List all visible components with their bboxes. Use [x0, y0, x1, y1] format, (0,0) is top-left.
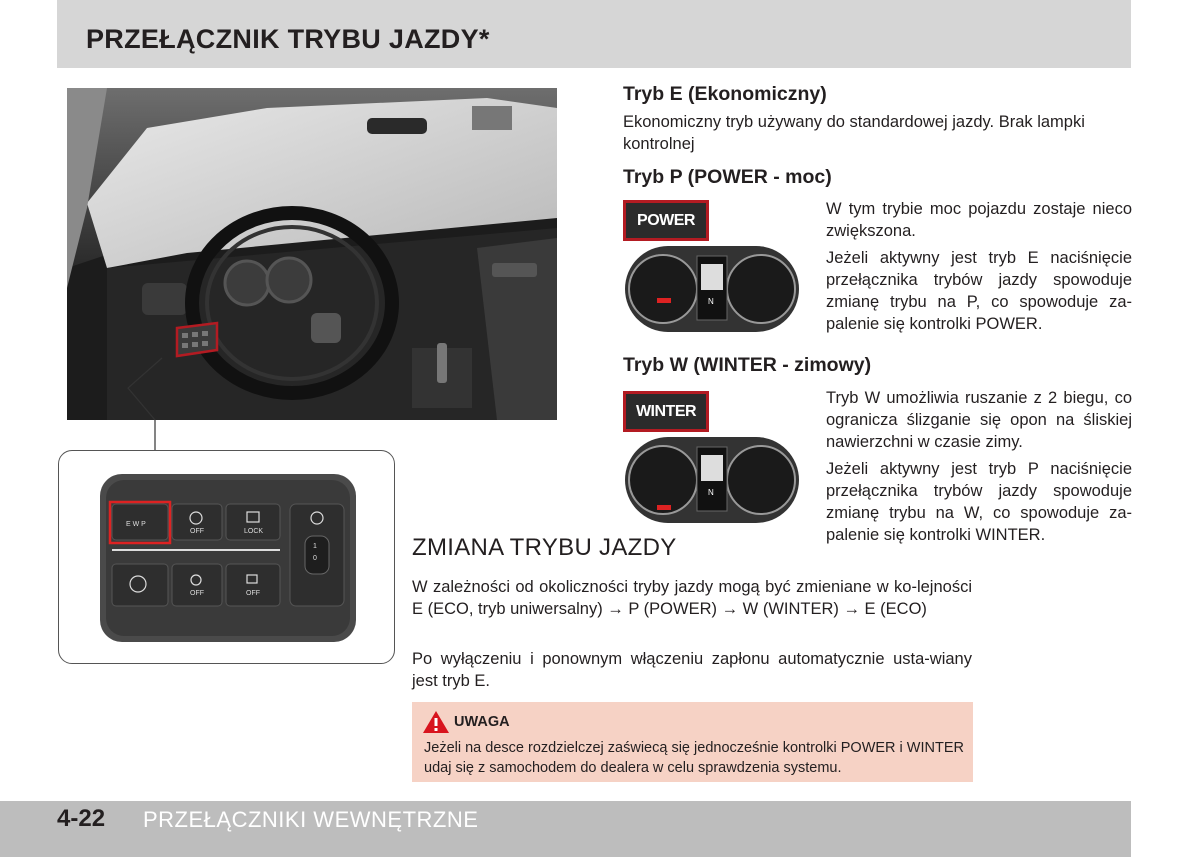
warning-text: Jeżeli na desce rozdzielczej zaświecą się jednocześnie kontrolki POWER i WINTER udaj się z samochodem do dealera w celu sprawdzenia systemu.	[424, 740, 964, 776]
power-indicator-badge	[623, 200, 709, 241]
mode-w-section	[623, 354, 1133, 377]
dimmer-knob	[305, 536, 329, 574]
car-interior-photo	[67, 88, 557, 420]
warning-box	[412, 702, 973, 782]
footer-section-name: PRZEŁĄCZNIKI WEWNĘTRZNE	[143, 807, 479, 832]
mode-p-section	[623, 166, 1133, 189]
svg-text:N: N	[708, 488, 714, 497]
mode-w-text2: Jeżeli aktywny jest tryb P naciśnięcie przełącznika trybów jazdy spowoduje zmianę trybu na W, co spowoduje za-palenie się kontrolki WINTER.	[826, 460, 1132, 544]
svg-text:1: 1	[313, 543, 317, 550]
drive-mode-switch-panel	[100, 474, 356, 642]
mode-p-text1: W tym trybie moc pojazdu zostaje nieco zwiększona.	[826, 200, 1132, 240]
winter-indicator-lamp	[657, 505, 671, 510]
page-number: 4-22	[57, 805, 106, 832]
mode-e-section	[623, 83, 1133, 155]
svg-text:N: N	[708, 297, 714, 306]
power-badge-label: POWER	[626, 203, 706, 238]
instrument-cluster-power	[625, 246, 799, 332]
change-mode-p1: W zależności od okoliczności tryby jazdy mogą być zmieniane w ko-lejności E (ECO, tryb uniwersalny) → P (POWER) → W (WINTER) → E (ECO)	[412, 578, 972, 618]
drive-mode-label: E W P	[126, 521, 146, 528]
winter-indicator-badge	[623, 391, 709, 432]
winter-badge-label: WINTER	[626, 394, 706, 429]
warning-triangle-icon	[422, 710, 450, 734]
mode-p-text2: Jeżeli aktywny jest tryb E naciśnięcie przełącznika trybów jazdy spowoduje zmianę trybu na P, co spowoduje za-palenie się kontrolki POWER.	[826, 249, 1132, 333]
change-mode-p2: Po wyłączeniu i ponownym włączeniu zapłonu automatycznie usta-wiany jest tryb E.	[412, 650, 972, 690]
mode-p-body	[826, 198, 1132, 335]
change-mode-title: ZMIANA TRYBU JAZDY	[412, 534, 677, 561]
mode-p-heading: Tryb P (POWER - moc)	[623, 166, 832, 188]
mode-w-text1: Tryb W umożliwia ruszanie z 2 biegu, co ogranicza ślizganie się opon na śliskiej nawierzchni w czasie zimy.	[826, 389, 1132, 451]
park-off-label: OFF	[246, 590, 260, 597]
page-title: PRZEŁĄCZNIK TRYBU JAZDY*	[86, 24, 490, 54]
mode-w-body	[826, 387, 1132, 546]
svg-text:0: 0	[313, 555, 317, 562]
mode-w-heading: Tryb W (WINTER - zimowy)	[623, 354, 872, 376]
lock-label: LOCK	[244, 528, 264, 535]
warning-title: UWAGA	[454, 714, 510, 730]
hdc-off-label: OFF	[190, 528, 204, 535]
instrument-cluster-winter	[625, 437, 799, 523]
mode-e-text: Ekonomiczny tryb używany do standardowej jazdy. Brak lampki kontrolnej	[623, 113, 1085, 153]
esp-off-label: OFF	[190, 590, 204, 597]
power-indicator-lamp	[657, 298, 671, 303]
mode-e-heading: Tryb E (Ekonomiczny)	[623, 83, 827, 105]
